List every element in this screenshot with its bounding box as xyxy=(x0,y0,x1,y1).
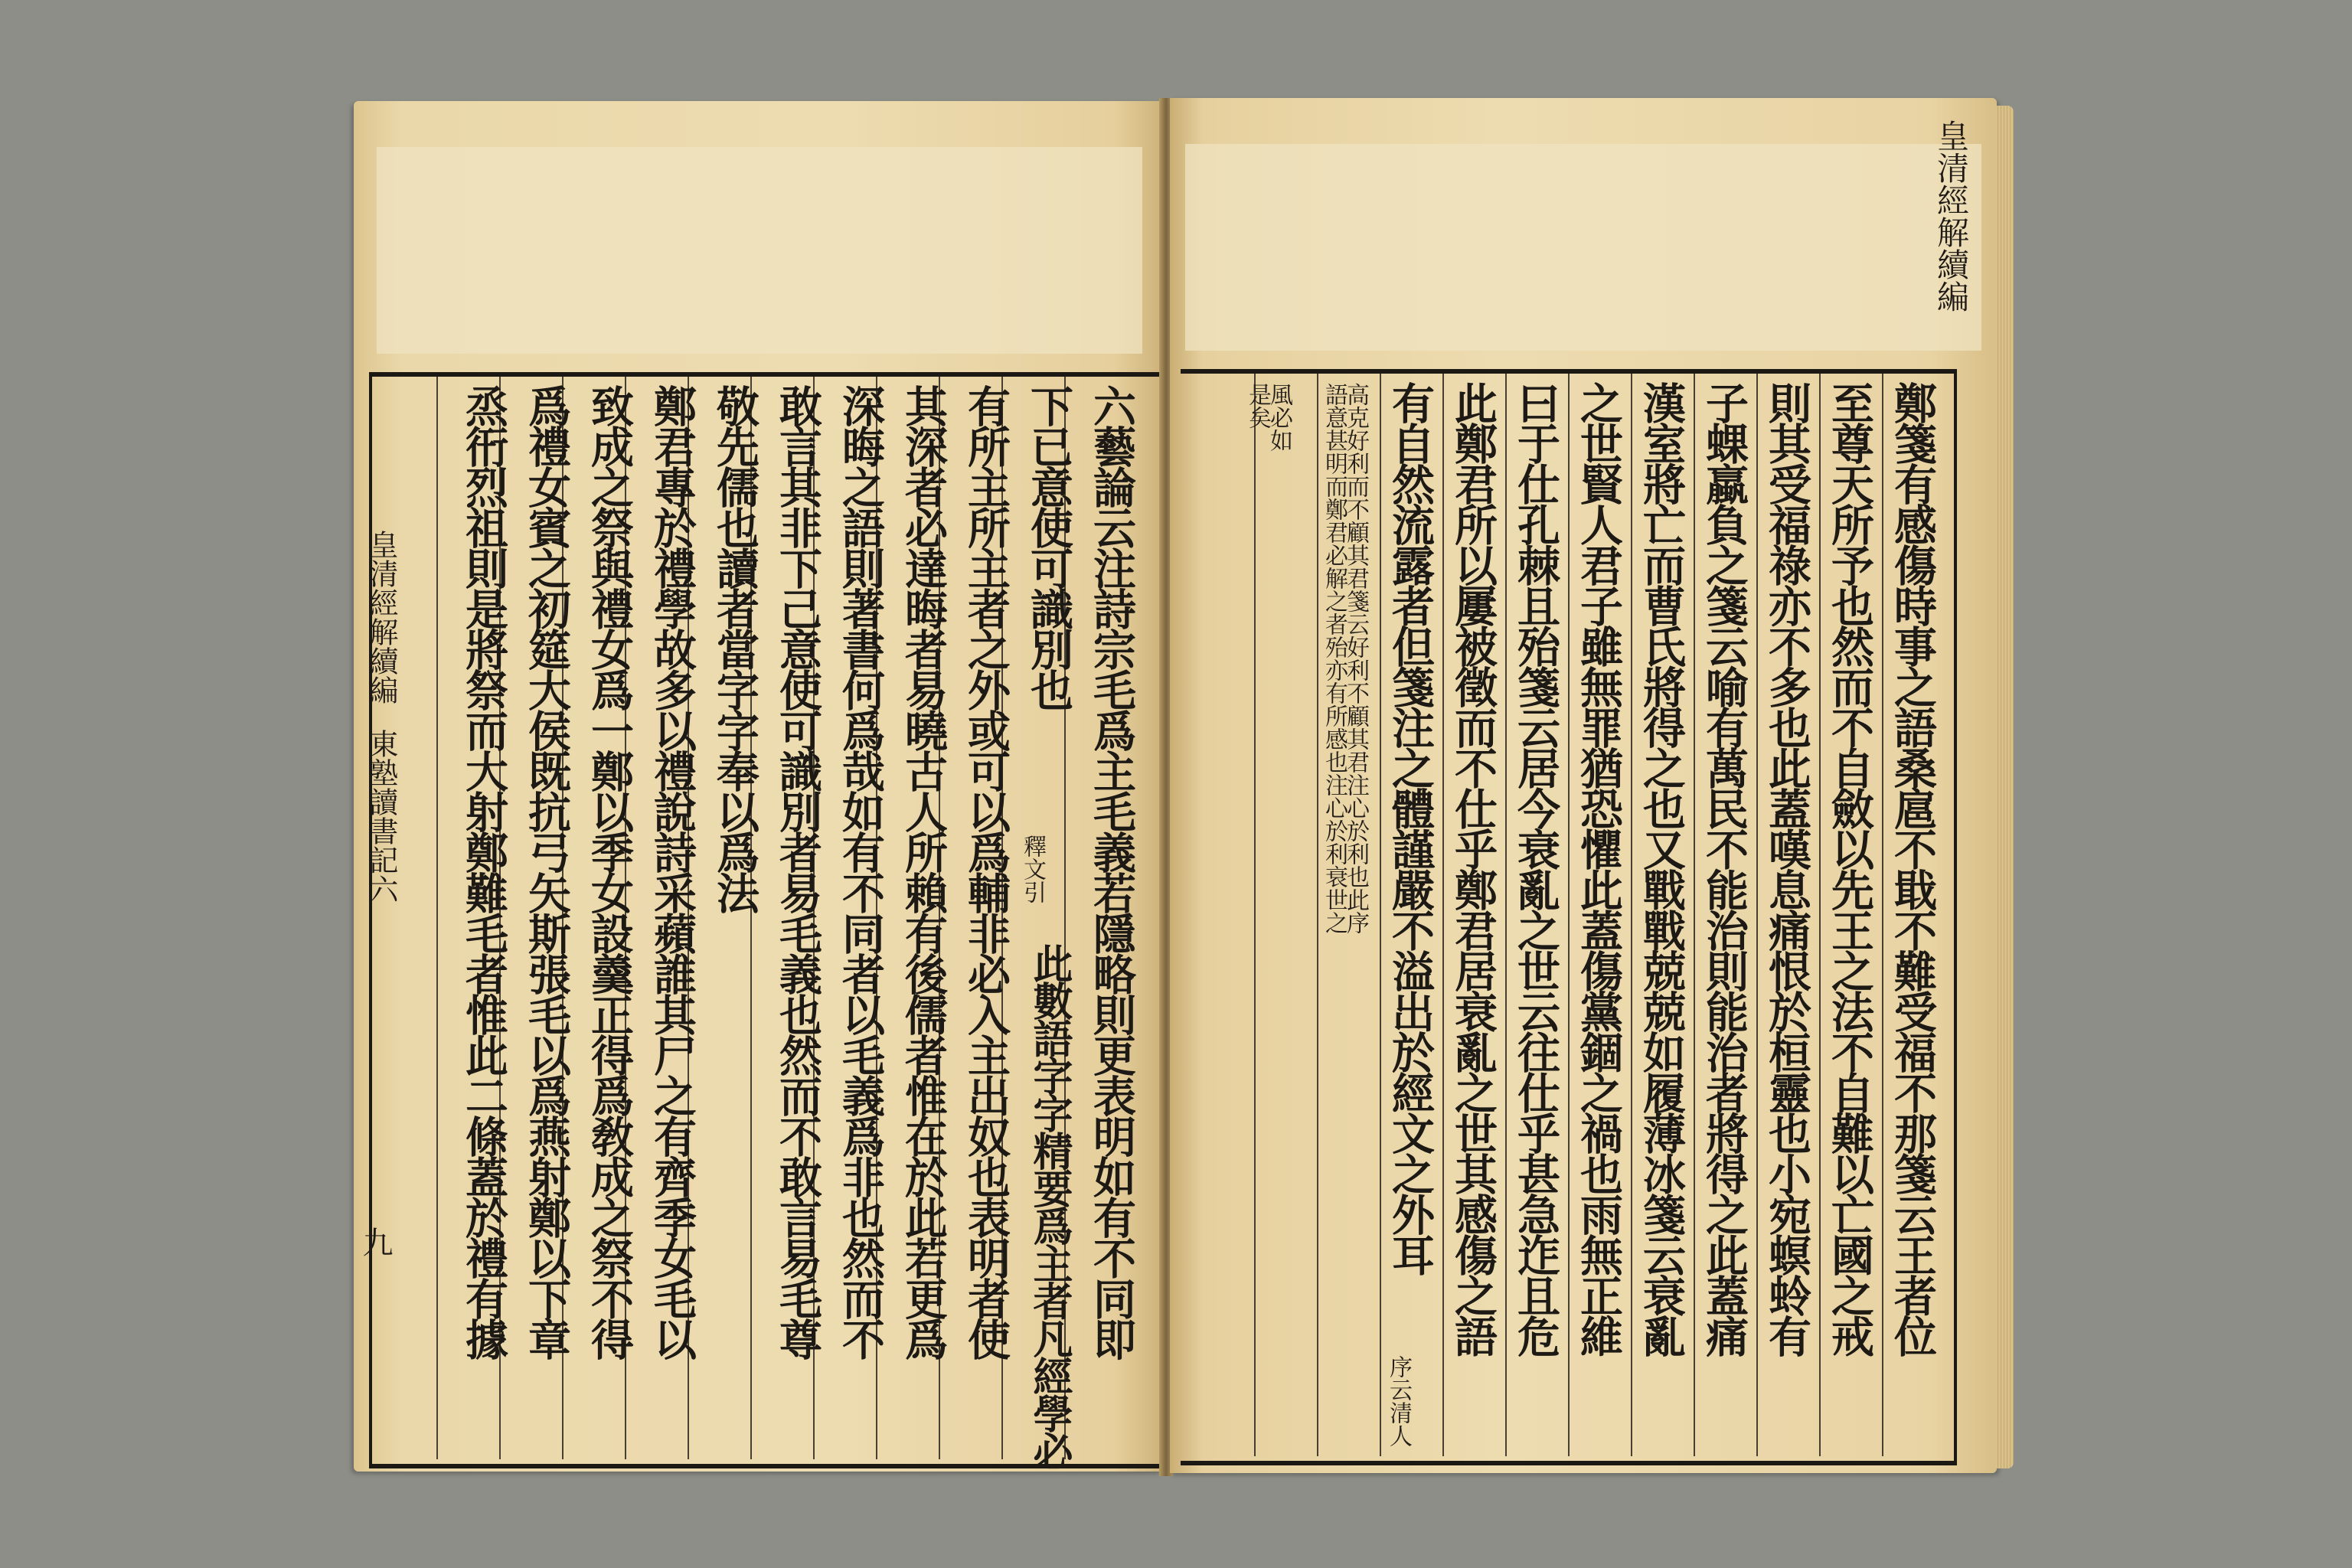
text-column: 深晦之語則著書何爲哉如有不同者以毛義爲非也然而不 xyxy=(835,384,886,1358)
paper-repair-patch xyxy=(377,147,1142,354)
column-rule xyxy=(1505,374,1507,1456)
left-margin-series: 東塾讀書記六 xyxy=(364,729,398,903)
page-edges xyxy=(1995,106,2014,1468)
text-column: 爲禮女賓之初筵大侯既抗弓矢斯張毛以爲燕射鄭以下章 xyxy=(521,384,572,1358)
open-book xyxy=(354,98,2014,1476)
column-rule xyxy=(1882,374,1883,1456)
annotation-column: 高克好利而不顧其君箋云好利不顧其君注心於利也此序 xyxy=(1342,383,1369,934)
text-column: 烝衎烈祖則是將祭而大射鄭難毛者惟此二條蓋於禮有據 xyxy=(459,384,509,1358)
text-column: 至尊天所予也然而不自斂以先王之法不自難以亡國之戒 xyxy=(1824,381,1875,1355)
column-rule xyxy=(1380,374,1381,1456)
annotation-column: 是矣 xyxy=(1244,383,1271,429)
text-column: 鄭箋有感傷時事之語桑扈不戢不難受福不那箋云王者位 xyxy=(1887,381,1938,1355)
left-page-number: 九 xyxy=(358,1227,393,1257)
column-rule xyxy=(436,377,438,1459)
column-rule xyxy=(1756,374,1758,1456)
right-margin-title: 皇清經解續編 xyxy=(1932,119,1970,312)
text-column: 其深者必達晦者易曉古人所賴有後儒者惟在於此若更爲 xyxy=(898,384,949,1358)
annotation-column: 語意甚明而鄭君必解之者殆亦有所感也注心於利衰世之 xyxy=(1321,383,1348,934)
column-rule xyxy=(1317,374,1318,1456)
paper-repair-patch xyxy=(1185,144,1981,351)
text-column: 之世賢人君子雖無罪猶恐懼此蓋傷黨錮之禍也雨無正維 xyxy=(1573,381,1624,1355)
text-column: 漢室將亡而曹氏將得之也又戰戰兢兢如履薄冰箋云衰亂 xyxy=(1636,381,1687,1355)
right-page xyxy=(1170,98,1997,1473)
text-column: 有所主所主者之外或可以爲輔非必入主出奴也表明者使 xyxy=(961,384,1011,1358)
text-column: 敢言其非下己意使可識別者易毛義也然而不敢言易毛尊 xyxy=(773,384,823,1358)
column-rule xyxy=(1568,374,1570,1456)
text-column: 則其受福祿亦不多也此蓋嘆息痛恨於桓靈也小宛螟蛉有 xyxy=(1762,381,1812,1355)
left-page xyxy=(354,101,1162,1472)
column-rule xyxy=(1631,374,1632,1456)
column-rule xyxy=(1442,374,1444,1456)
text-column: 下已意使可識別也 xyxy=(1024,384,1074,709)
text-column: 此數語字字精要爲主者凡經學必 xyxy=(1026,943,1073,1468)
annotation-spacer xyxy=(1035,835,1057,873)
text-column: 曰于仕孔棘且殆箋云居今衰亂之世云往仕乎甚急迮且危 xyxy=(1511,381,1561,1355)
text-column: 六藝論云注詩宗毛爲主毛義若隱略則更表明如有不同即 xyxy=(1086,384,1137,1358)
text-column: 敬先儒也讀者當字字奉以爲法 xyxy=(710,384,760,912)
text-column: 有自然流露者但箋注之體謹嚴不溢出於經文之外耳 xyxy=(1385,381,1436,1274)
annotation-column: 釋文引 xyxy=(1019,835,1046,903)
text-column: 致成之祭與禮女爲一鄭以季女設羹正得爲敎成之祭不得 xyxy=(584,384,635,1358)
left-margin-title: 皇清經解續編 xyxy=(364,530,398,704)
text-column: 鄭君專於禮學故多以禮說詩采蘋誰其尸之有齊季女毛以 xyxy=(647,384,697,1358)
annotation-column: 風必如 xyxy=(1266,383,1292,452)
column-rule xyxy=(1694,374,1695,1456)
text-column: 子蜾蠃負之箋云喻有萬民不能治則能治者將得之此蓋痛 xyxy=(1699,381,1749,1355)
annotation-column: 序云清人 xyxy=(1385,1355,1412,1447)
column-rule xyxy=(1819,374,1821,1456)
text-column: 此鄭君所以屢被徵而不仕乎鄭君居衰亂之世其感傷之語 xyxy=(1448,381,1498,1355)
